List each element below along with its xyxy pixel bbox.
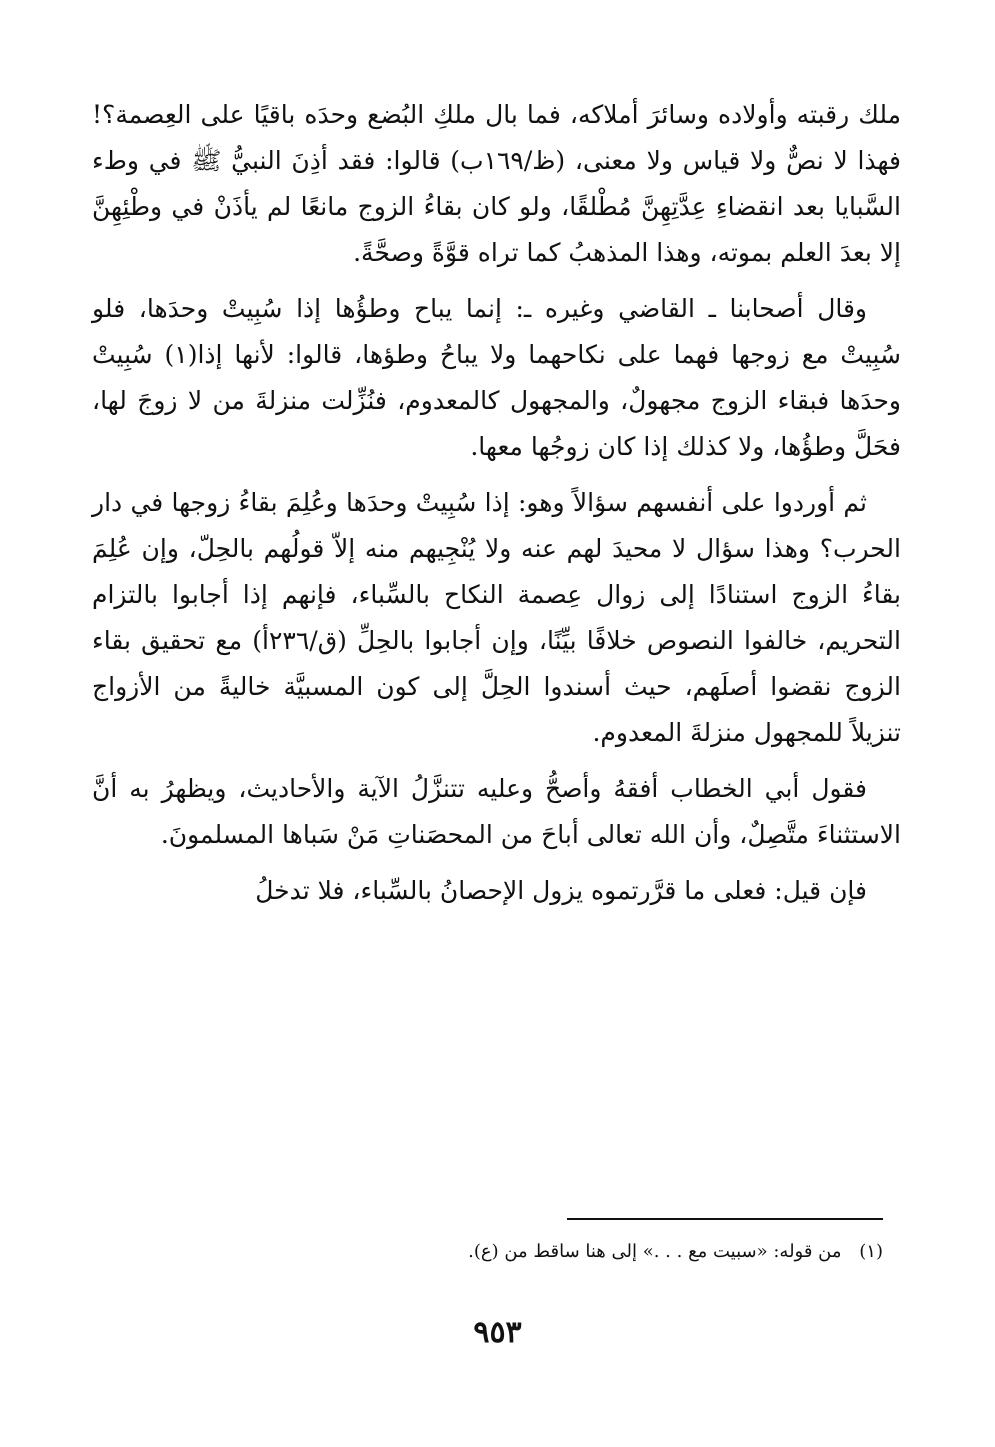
paragraph-4: فقول أبي الخطاب أفقهُ وأصحُّ وعليه تتنزَّلُ الآية والأحاديث، ويظهرُ به أنَّ الاستثناءَ متَّصِلٌ، وأن الله تعالى أباحَ من المحصَناتِ مَنْ سَباها المسلمونَ. xyxy=(92,774,901,849)
footnote-divider xyxy=(567,1218,883,1220)
paragraph-3: ثم أوردوا على أنفسهم سؤالاً وهو: إذا سُبِيتْ وحدَها وعُلِمَ بقاءُ زوجها في دار الحرب؟ وهذا سؤال لا محيدَ لهم عنه ولا يُنْجِيهم منه إلاّ قولُهم بالحِلّ، وإن عُلِمَ بقاءُ الزوج استنادًا إلى زوال عِصمة النكاح بالسِّباء، فإنهم إذا أجابوا بالتزام التحريم، خالفوا النصوص خلافًا بيِّنًا، وإن أجابوا بالحِلِّ (ق/٢٣٦أ) مع تحقيق بقاء الزوج نقضوا أصلَهم، حيث أسندوا الحِلَّ إلى كون المسبيَّة خاليةً من الأزواج تنزيلاً للمجهول منزلةَ المعدوم. xyxy=(92,488,902,747)
main-text-body xyxy=(92,92,901,924)
paragraph-2: وقال أصحابنا ـ القاضي وغيره ـ: إنما يباح وطؤُها إذا سُبِيتْ وحدَها، فلو سُبِيتْ مع زوجها فهما على نكاحهما ولا يباحُ وطؤها، قالوا: لأنها إذا(١) سُبِيتْ وحدَها فبقاء الزوج مجهولٌ، والمجهول كالمعدوم، فنُزِّلت منزلةَ من لا زوجَ لها، فحَلَّ وطؤُها، ولا كذلك إذا كان زوجُها معها. xyxy=(92,294,901,461)
footnote-marker: (١) xyxy=(859,1241,883,1262)
footnote-text: من قوله: «سبيت مع . . .» إلى هنا ساقط من (ع). xyxy=(468,1241,842,1262)
footnote xyxy=(92,1238,883,1266)
paragraph-1: ملك رقبته وأولاده وسائرَ أملاكه، فما بال ملكِ البُضع وحدَه باقيًا على العِصمة؟! فهذا لا نصٌّ ولا قياس ولا معنى، (ظ/١٦٩ب) قالوا: فقد أذِنَ النبيُّ ﷺ في وطء السَّبايا بعد انقضاءِ عِدَّتِهِنَّ مُطْلقًا، ولو كان بقاءُ الزوج مانعًا لم يأذَنْ في وطْئِهِنَّ إلا بعدَ العلم بموته، وهذا المذهبُ كما تراه قوَّةً وصحَّةً. xyxy=(92,100,901,267)
paragraph-5: فإن قيل: فعلى ما قرَّرتموه يزول الإحصانُ بالسِّباء، فلا تدخلُ xyxy=(255,876,867,905)
page-number: ٩٥٣ xyxy=(473,1315,522,1350)
